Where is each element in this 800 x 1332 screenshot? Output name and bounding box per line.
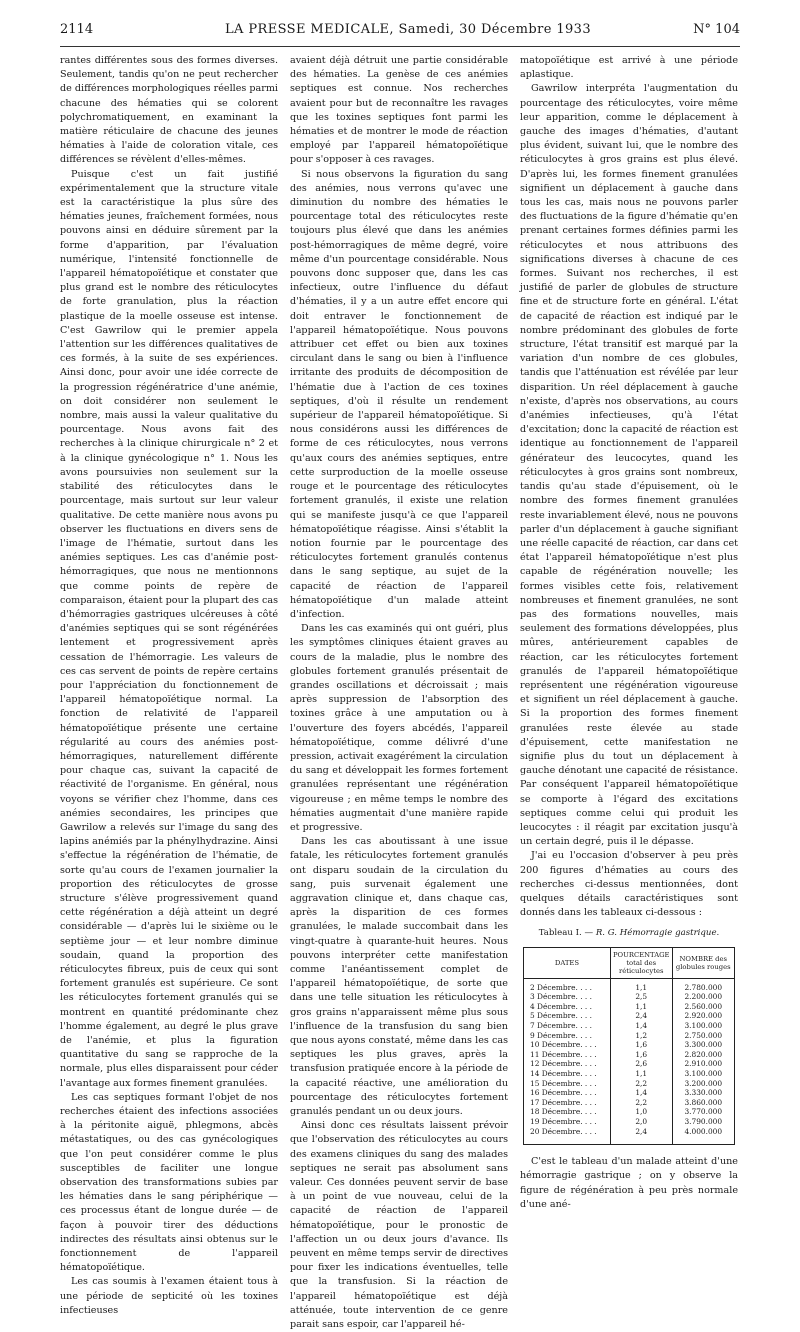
red-cells-cell: 3.200.000 [672,1079,734,1089]
header-dates: DATES [524,947,611,978]
table-row [524,1069,735,1079]
table-row [524,1011,735,1021]
paragraph: Si nous observons la figuration du sang des anémies, nous verrons qu'avec une diminution du nombre des hématies le pourcentage total des réticulocytes reste toujours plus élevé que dans les anémies post-hémorragiques de même degré, voire même d'un pourcentage considérable. Nous pouvons donc supposer que, dans les cas infectieux, outre l'influence du défaut d'hématies, il y a un autre effet encore qui doit entraver le fonctionnement de l'appareil hématopoïétique. Nous pouvons attribuer cet effet ou bien aux toxines circulant dans le sang ou bien à l'influence irritante des produits de décomposition de l'hématie due à l'action de ces toxines septiques, d'où il résulte un rendement supérieur de l'appareil hématopoïétique. Si nous considérons aussi les différences de forme de ces réticulocytes, nous verrons qu'aux cours des anémies septiques, entre cette surproduction de la moelle osseuse rouge et le pourcentage des réticulocytes fortement granulés, il existe une relation qui se manifeste jusqu'à ce que l'appareil hématopoïétique réagisse. Ainsi s'établit la notion fournie par le pourcentage des réticulocytes fortement granulés contenus dans le sang septique, au sujet de la capacité de réaction de l'appareil hématopoïétique d'un malade atteint d'infection. [290,168,508,620]
date-cell: 16 Décembre. . . . [530,1088,597,1098]
date-cell: 18 Décembre. . . . [530,1107,597,1117]
red-cells-cell: 2.560.000 [672,1002,734,1012]
column-2 [290,54,508,1331]
paragraph: Puisque c'est un fait justifié expérimentalement que la structure vitale est la caractéristique la plus sûre des hématies jeunes, fraîchement formées, nous pouvons ainsi en déduire sûrement par la forme d'apparition, par l'évaluation numérique, l'intensité fonctionnelle de l'appareil hématopoïétique et constater que plus grand est le nombre des réticulocytes de forte granulation, plus la réaction plastique de la moelle osseuse est intense. C'est Gawrilow qui le premier appela l'attention sur les différences qualitatives de ces formés, à la suite de ses expériences. Ainsi donc, pour avoir une idée correcte de la progression régénératrice d'une anémie, on doit considérer non seulement le nombre, mais aussi la valeur qualitative du pourcentage. Nous avons fait des recherches à la clinique chirurgicale n° 2 et à la clinique gynécologique n° 1. Nous les avons poursuivies non seulement sur la stabilité des réticulocytes dans le pourcentage, mais surtout sur leur valeur qualitative. De cette manière nous avons pu observer les fluctuations en divers sens de l'image de l'hématie, surtout dans les anémies septiques. Les cas d'anémie post-hémorragiques, que nous ne mentionnons que comme points de repère de comparaison, étaient pour la plupart des cas d'hémorragies gastriques ulcéreuses à côté d'anémies septiques qui se sont régénérées lentement et progressivement après cessation de l'hémorragie. Les valeurs de ces cas servent de points de repère certains pour l'appréciation du fonctionnement de l'appareil hématopoïétique normal. La fonction de relativité de l'appareil hématopoïétique présente une certaine régularité au cours des anémies post-hémorragiques, naturellement différente pour chaque cas, suivant la capacité de réactivité de l'organisme. En général, nous voyons se vérifier chez l'homme, dans ces anémies secondaires, les principes que Gawrilow a relevés sur l'image du sang des lapins anémiés par la phénylhydrazine. Ainsi s'effectue la régénération de l'hématie, de sorte qu'au cours de l'examen journalier la proportion des réticulocytes de grosse structure s'élève progressivement quand cette régénération a déjà atteint un degré considérable — d'après lui le sixième ou le septième jour — et leur nombre diminue soudain, quand la proportion des réticulocytes fibreux, puis de ceux qui sont fortement granulés est supérieure. Ce sont les réticulocytes fortement granulés qui se montrent en quantité prédominante chez l'homme également, au degré le plus grave de l'anémie, et plus la figuration quantitative du sang se rapproche de la normale, plus elles disparaissent pour céder l'avantage aux formes finement granulées. [60,168,278,1089]
percentage-cell: 1,2 [610,1031,672,1041]
date-cell: 4 Décembre. . . . [530,1001,592,1011]
table-row [524,1088,735,1098]
header-rule [60,46,740,47]
date-cell: 3 Décembre. . . . [530,992,592,1002]
header-percentage: POURCENTAGE total des réticulocytes [610,947,672,978]
table-caption-label: Tableau I. — [538,928,594,939]
paragraph: Ainsi donc ces résultats laissent prévoir que l'observation des réticulocytes au cours des examens cliniques du sang des malades septiques ne serait pas absolument sans valeur. Ces données peuvent servir de base à un point de vue nouveau, celui de la capacité de réaction de l'appareil hématopoïétique, pour le pronostic de l'affection un ou deux jours d'avance. Ils peuvent en même temps servir de directives pour fixer les indications éventuelles, telle que la transfusion. Si la réaction de l'appareil hématopoïétique est déjà atténuée, toute intervention de ce genre parait sans espoir, car l'appareil hé- [290,1120,508,1331]
column-3 [520,54,738,1210]
date-cell: 11 Décembre. . . . [530,1049,597,1059]
percentage-cell: 1,6 [610,1040,672,1050]
red-cells-cell: 2.820.000 [672,1050,734,1060]
header-red-cells: NOMBRE des globules rouges [672,947,734,978]
red-cells-cell: 3.330.000 [672,1088,734,1098]
page-header [60,22,740,42]
percentage-cell: 2,0 [610,1117,672,1127]
red-cells-cell: 2.920.000 [672,1011,734,1021]
paragraph: rantes différentes sous des formes diverses. Seulement, tandis qu'on ne peut rechercher de différences morphologiques réelles parmi chacune des hématies qui se colorent polychromatiquement, en examinant la matière réticulaire de chacune des jeunes hématies à l'aide de coloration vitale, ces différences se révèlent d'elles-mêmes. [60,55,278,166]
date-cell: 12 Décembre. . . . [530,1059,597,1069]
paragraph: Les cas septiques formant l'objet de nos recherches étaient des infections associées à la péritonite aiguë, phlegmons, abcès métastatiques, ou des cas gynécologiques que l'on peut considérer comme le plus susceptibles de faciliter une longue observation des transformations subies par les hématies dans le sang périphérique — ces processus étant de longue durée — de façon à pouvoir tirer des déductions indirectes des résultats ainsi obtenus sur le fonctionnement de l'appareil hématopoïétique. [60,1091,278,1274]
percentage-cell: 2,4 [610,1011,672,1021]
paragraph: Dans les cas examinés qui ont guéri, plus les symptômes cliniques étaient graves au cours de la maladie, plus le nombre des globules fortement granulés présentait de grandes oscillations et décroissait ; mais après suppression de l'absorption des toxines grâce à une amputation ou à l'ouverture des foyers abcédés, l'appareil hématopoïétique, comme délivré d'une pression, activait exagérément la circulation du sang et développait les formes fortement granulées représentant une régénération vigoureuse ; en même temps le nombre des hématies augmentait d'une manière rapide et progressive. [290,623,508,833]
red-cells-cell: 3.300.000 [672,1040,734,1050]
date-cell: 15 Décembre. . . . [530,1078,597,1088]
table-row [524,1002,735,1012]
table-row [524,1050,735,1060]
red-cells-cell: 3.770.000 [672,1107,734,1117]
table-row [524,1107,735,1117]
percentage-cell: 2,2 [610,1079,672,1089]
date-cell: 20 Décembre. . . . [530,1126,597,1136]
date-cell: 7 Décembre. . . . [530,1020,592,1030]
table-row [524,1117,735,1127]
percentage-cell: 1,4 [610,1088,672,1098]
table-row [524,992,735,1002]
red-cells-cell: 2.910.000 [672,1059,734,1069]
date-cell: 10 Décembre. . . . [530,1040,597,1050]
percentage-cell: 1,6 [610,1050,672,1060]
paragraph: matopoïétique est arrivé à une période aplastique. [520,55,738,81]
table-body [524,978,735,1145]
date-cell: 14 Décembre. . . . [530,1068,597,1078]
table-row [524,978,735,992]
running-title: LA PRESSE MEDICALE, Samedi, 30 Décembre 1933 [225,22,592,37]
table-row [524,1079,735,1089]
red-cells-cell: 3.100.000 [672,1021,734,1031]
table-row [524,1127,735,1145]
percentage-cell: 1,1 [610,978,672,992]
percentage-cell: 1,4 [610,1021,672,1031]
percentage-cell: 2,2 [610,1098,672,1108]
column-1 [60,54,278,1316]
percentage-cell: 2,4 [610,1127,672,1145]
page-number: 2114 [60,22,94,37]
date-cell: 5 Décembre. . . . [530,1011,592,1021]
table-header-row [524,947,735,978]
percentage-cell: 1,1 [610,1069,672,1079]
table-caption-name: R. G. Hémorragie gastrique. [595,928,720,939]
table-caption [520,926,738,940]
date-cell: 19 Décembre. . . . [530,1116,597,1126]
paragraph: Gawrilow interpréta l'augmentation du pourcentage des réticulocytes, voire même leur apparition, comme le déplacement à gauche des images d'hématies, d'autant plus évident, suivant lui, que le nombre des réticulocytes à gros grains est plus élevé. D'après lui, les formes finement granulées signifient un déplacement à gauche dans tous les cas, mais nous ne pouvons parler des fluctuations de la figure d'hématie qu'en prenant certaines formes définies parmi les réticulocytes et nous attribuons des significations diverses à chacune de ces formes. Suivant nos recherches, il est justifié de parler de globules de structure fine et de structure forte en général. L'état de capacité de réaction est indiqué par le nombre prédominant des globules de forte structure, l'état transitif est marqué par la variation d'un nombre de ces globules, tandis que l'atténuation est révélée par leur disparition. Un réel déplacement à gauche n'existe, d'après nos observations, au cours d'anémies infectieuses, qu'à l'état d'excitation; donc la capacité de réaction est identique au fonctionnement de l'appareil générateur des leucocytes, quand les réticulocytes à gros grains sont nombreux, tandis qu'au stade d'épuisement, où le nombre des formes finement granulées reste invariablement élevé, nous ne pouvons parler d'un déplacement à gauche signifiant une réelle capacité de réaction, car dans cet état l'appareil hématopoïétique n'est plus capable de régénération nouvelle; les formes visibles cette fois, relativement nombreuses et finement granulées, ne sont pas des formations nouvelles, mais seulement des formations développées, plus mûres, antérieurement capables de réaction, car les réticulocytes fortement granulés de l'appareil hématopoïétique représentent une régénération vigoureuse et signifient un réel déplacement à gauche. Si la proportion des formes finement granulées reste élevée au stade d'épuisement, cette manifestation ne signifie plus du tout un déplacement à gauche dénotant une capacité de résistance. Par conséquent l'appareil hématopoïétique se comporte à l'égard des excitations septiques comme celui qui produit les leucocytes : il réagit par excitation jusqu'à un certain degré, puis il le dépasse. [520,83,738,848]
table-row [524,1031,735,1041]
red-cells-cell: 2.750.000 [672,1031,734,1041]
red-cells-cell: 3.790.000 [672,1117,734,1127]
paragraph: avaient déjà détruit une partie considérable des hématies. La genèse de ces anémies septiques est connue. Nos recherches avaient pour but de reconnaître les ravages que les toxines septiques font parmi les hématies et de montrer le mode de réaction employé par l'appareil hématopoïétique pour s'opposer à ces ravages. [290,55,508,166]
data-table [523,947,735,1146]
date-cell: 9 Décembre. . . . [530,1030,592,1040]
red-cells-cell: 2.780.000 [672,978,734,992]
percentage-cell: 2,6 [610,1059,672,1069]
percentage-cell: 1,1 [610,1002,672,1012]
paragraph: C'est le tableau d'un malade atteint d'une hémorragie gastrique ; on y observe la figure de régénération à peu près normale d'une ané- [520,1156,738,1210]
red-cells-cell: 4.000.000 [672,1127,734,1145]
percentage-cell: 1,0 [610,1107,672,1117]
paragraph: Dans les cas aboutissant à une issue fatale, les réticulocytes fortement granulés ont disparu soudain de la circulation du sang, puis survenait également une aggravation clinique et, dans chaque cas, après la disparition de ces formes granulées, le malade succombait dans les vingt-quatre à quarante-huit heures. Nous pouvons interpréter cette manifestation comme l'anéantissement complet de l'appareil hématopoïétique, de sorte que dans une telle situation les réticulocytes à gros grains n'apparaissent même plus sous l'influence de la transfusion du sang bien que nous ayons constaté, même dans les cas septiques les plus graves, après la transfusion pratiquée encore à la période de la capacité réactive, une amélioration du pourcentage des réticulocytes fortement granulés pendant un ou deux jours. [290,836,508,1118]
table-row [524,1098,735,1108]
issue-number: N° 104 [693,22,740,37]
date-cell: 17 Décembre. . . . [530,1097,597,1107]
table-row [524,1040,735,1050]
red-cells-cell: 2.200.000 [672,992,734,1002]
date-cell: 2 Décembre. . . . [530,982,592,992]
table-row [524,1059,735,1069]
red-cells-cell: 3.100.000 [672,1069,734,1079]
paragraph: Les cas soumis à l'examen étaient tous à une période de septicité où les toxines infectieuses [60,1276,278,1316]
red-cells-cell: 3.860.000 [672,1098,734,1108]
percentage-cell: 2,5 [610,992,672,1002]
paragraph: J'ai eu l'occasion d'observer à peu près 200 figures d'hématies au cours des recherches ci-dessus mentionnées, dont quelques détails caractéristiques sont donnés dans les tableaux ci-dessous : [520,850,738,919]
table-row [524,1021,735,1031]
